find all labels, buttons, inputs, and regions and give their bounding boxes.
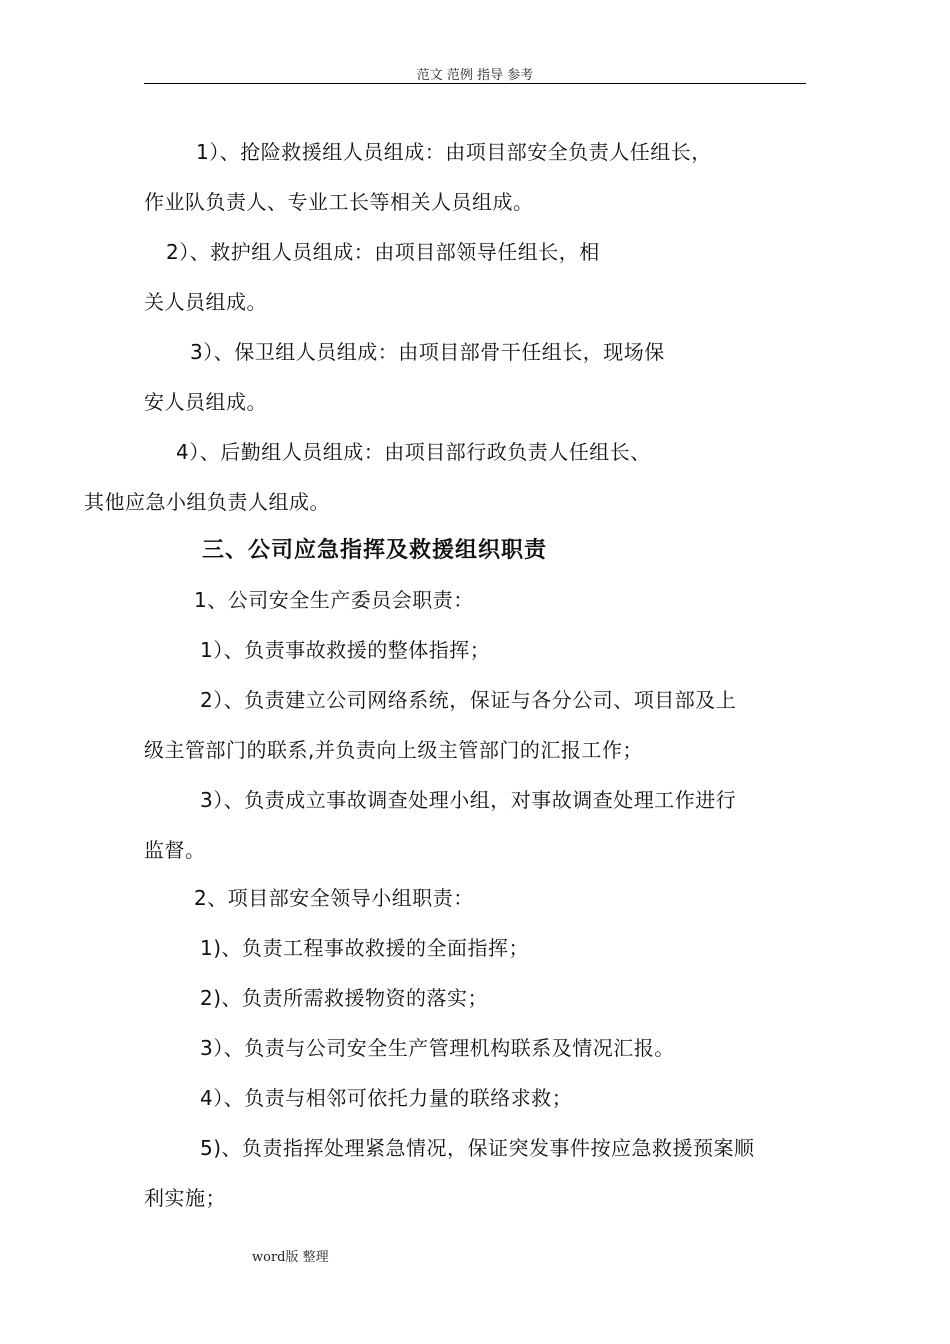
- duty-line: 2）、负责建立公司网络系统，保证与各分公司、项目部及上: [200, 688, 737, 712]
- paragraph-line: 关人员组成。: [144, 290, 267, 314]
- duty-line: 2、项目部安全领导小组职责：: [194, 886, 474, 910]
- paragraph-line: 作业队负责人、专业工长等相关人员组成。: [144, 190, 534, 214]
- paragraph-line: 安人员组成。: [144, 390, 267, 414]
- paragraph-line: 3）、保卫组人员组成：由项目部骨干任组长，现场保: [190, 340, 665, 364]
- duty-line: 1、公司安全生产委员会职责：: [194, 588, 474, 612]
- paragraph-line: 1）、抢险救援组人员组成：由项目部安全负责人任组长，: [196, 140, 712, 164]
- duty-line: 1)、负责工程事故救援的全面指挥；: [200, 936, 530, 960]
- duty-line: 级主管部门的联系,并负责向上级主管部门的汇报工作；: [144, 738, 643, 762]
- duty-line: 2)、负责所需救援物资的落实；: [200, 986, 489, 1010]
- paragraph-line: 2）、救护组人员组成：由项目部领导任组长，相: [166, 240, 600, 264]
- page-footer: word版 整理: [252, 1250, 329, 1265]
- duty-line: 3）、负责与公司安全生产管理机构联系及情况汇报。: [200, 1036, 675, 1060]
- duty-line: 监督。: [144, 838, 206, 862]
- header-rule: [144, 83, 806, 84]
- page-header: 范文 范例 指导 参考: [416, 68, 534, 83]
- duty-line: 1）、负责事故救援的整体指挥；: [200, 638, 491, 662]
- section-title: 三、公司应急指挥及救援组织职责: [202, 538, 548, 563]
- paragraph-line: 其他应急小组负责人组成。: [84, 490, 330, 514]
- duty-line: 3）、负责成立事故调查处理小组，对事故调查处理工作进行: [200, 788, 737, 812]
- duty-line: 5)、负责指挥处理紧急情况，保证突发事件按应急救援预案顺: [200, 1136, 755, 1160]
- duty-line: 4）、负责与相邻可依托力量的联络求救；: [200, 1086, 573, 1110]
- duty-line: 利实施；: [144, 1186, 226, 1210]
- paragraph-line: 4）、后勤组人员组成：由项目部行政负责人任组长、: [176, 440, 651, 464]
